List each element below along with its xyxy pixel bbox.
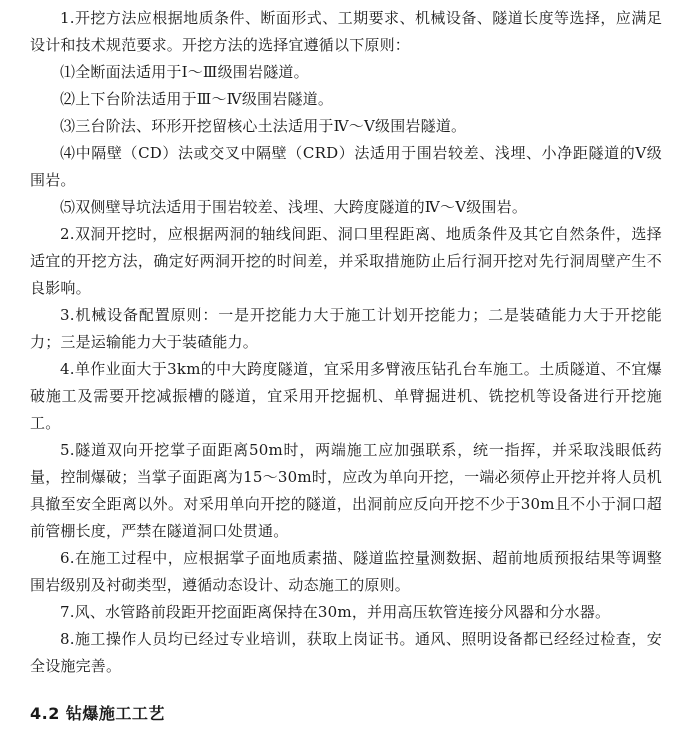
paragraph-excavation-method: 1.开挖方法应根据地质条件、断面形式、工期要求、机械设备、隧道长度等选择，应满足设计和技术规范要求。开挖方法的选择宜遵循以下原则： (30, 9, 662, 54)
paragraph-face-distance: 5.隧道双向开挖掌子面距离50m时，两端施工应加强联系，统一指挥，并采取浅眼低药量，控制爆破；当掌子面距离为15～30m时，应改为单向开挖，一端必须停止开挖并将人员机具撤至安全距离以外。对采用单向开挖的隧道，出洞前应反向开挖不少于30m且不小于洞口超前管棚长度，严禁在隧道洞口处贯通。 (30, 441, 662, 540)
paragraph-equipment-principle: 3.机械设备配置原则：一是开挖能力大于施工计划开挖能力；二是装碴能力大于开挖能力；三是运输能力大于装碴能力。 (30, 306, 662, 351)
section-heading: 4.2 钻爆施工工艺 (30, 704, 165, 723)
paragraph-dynamic-design: 6.在施工过程中，应根据掌子面地质素描、隧道监控量测数据、超前地质预报结果等调整围岩级别及衬砌类型，遵循动态设计、动态施工的原则。 (30, 549, 662, 594)
paragraph-drill-jumbo: 4.单作业面大于3km的中大跨度隧道，宜采用多臂液压钻孔台车施工。土质隧道、不宜爆破施工及需要开挖减振槽的隧道，宜采用开挖掘机、单臂掘进机、铣挖机等设备进行开挖施工。 (30, 360, 662, 432)
paragraph-twin-tunnel: 2.双洞开挖时，应根据两洞的轴线间距、洞口里程距离、地质条件及其它自然条件，选择适宜的开挖方法，确定好两洞开挖的时间差，并采取措施防止后行洞开挖对先行洞周壁产生不良影响。 (30, 225, 662, 297)
paragraph-three-bench-method: ⑶三台阶法、环形开挖留核心土法适用于Ⅳ～Ⅴ级围岩隧道。 (60, 117, 467, 135)
section-spacer (30, 680, 662, 700)
paragraph-air-water-pipes: 7.风、水管路前段距开挖面距离保持在30m，并用高压软管连接分风器和分水器。 (60, 603, 611, 621)
document-page (30, 5, 662, 727)
paragraph-bench-method: ⑵上下台阶法适用于Ⅲ～Ⅳ级围岩隧道。 (60, 90, 334, 108)
paragraph-cd-crd-method: ⑷中隔壁（CD）法或交叉中隔壁（CRD）法适用于围岩较差、浅埋、小净距隧道的Ⅴ级围岩。 (30, 144, 662, 189)
paragraph-double-side-drift-method: ⑸双侧壁导坑法适用于围岩较差、浅埋、大跨度隧道的Ⅳ～Ⅴ级围岩。 (60, 198, 528, 216)
paragraph-full-face-method: ⑴全断面法适用于Ⅰ～Ⅲ级围岩隧道。 (60, 63, 309, 81)
paragraph-staff-training: 8.施工操作人员均已经过专业培训，获取上岗证书。通风、照明设备都已经经过检查，安全设施完善。 (30, 630, 662, 675)
